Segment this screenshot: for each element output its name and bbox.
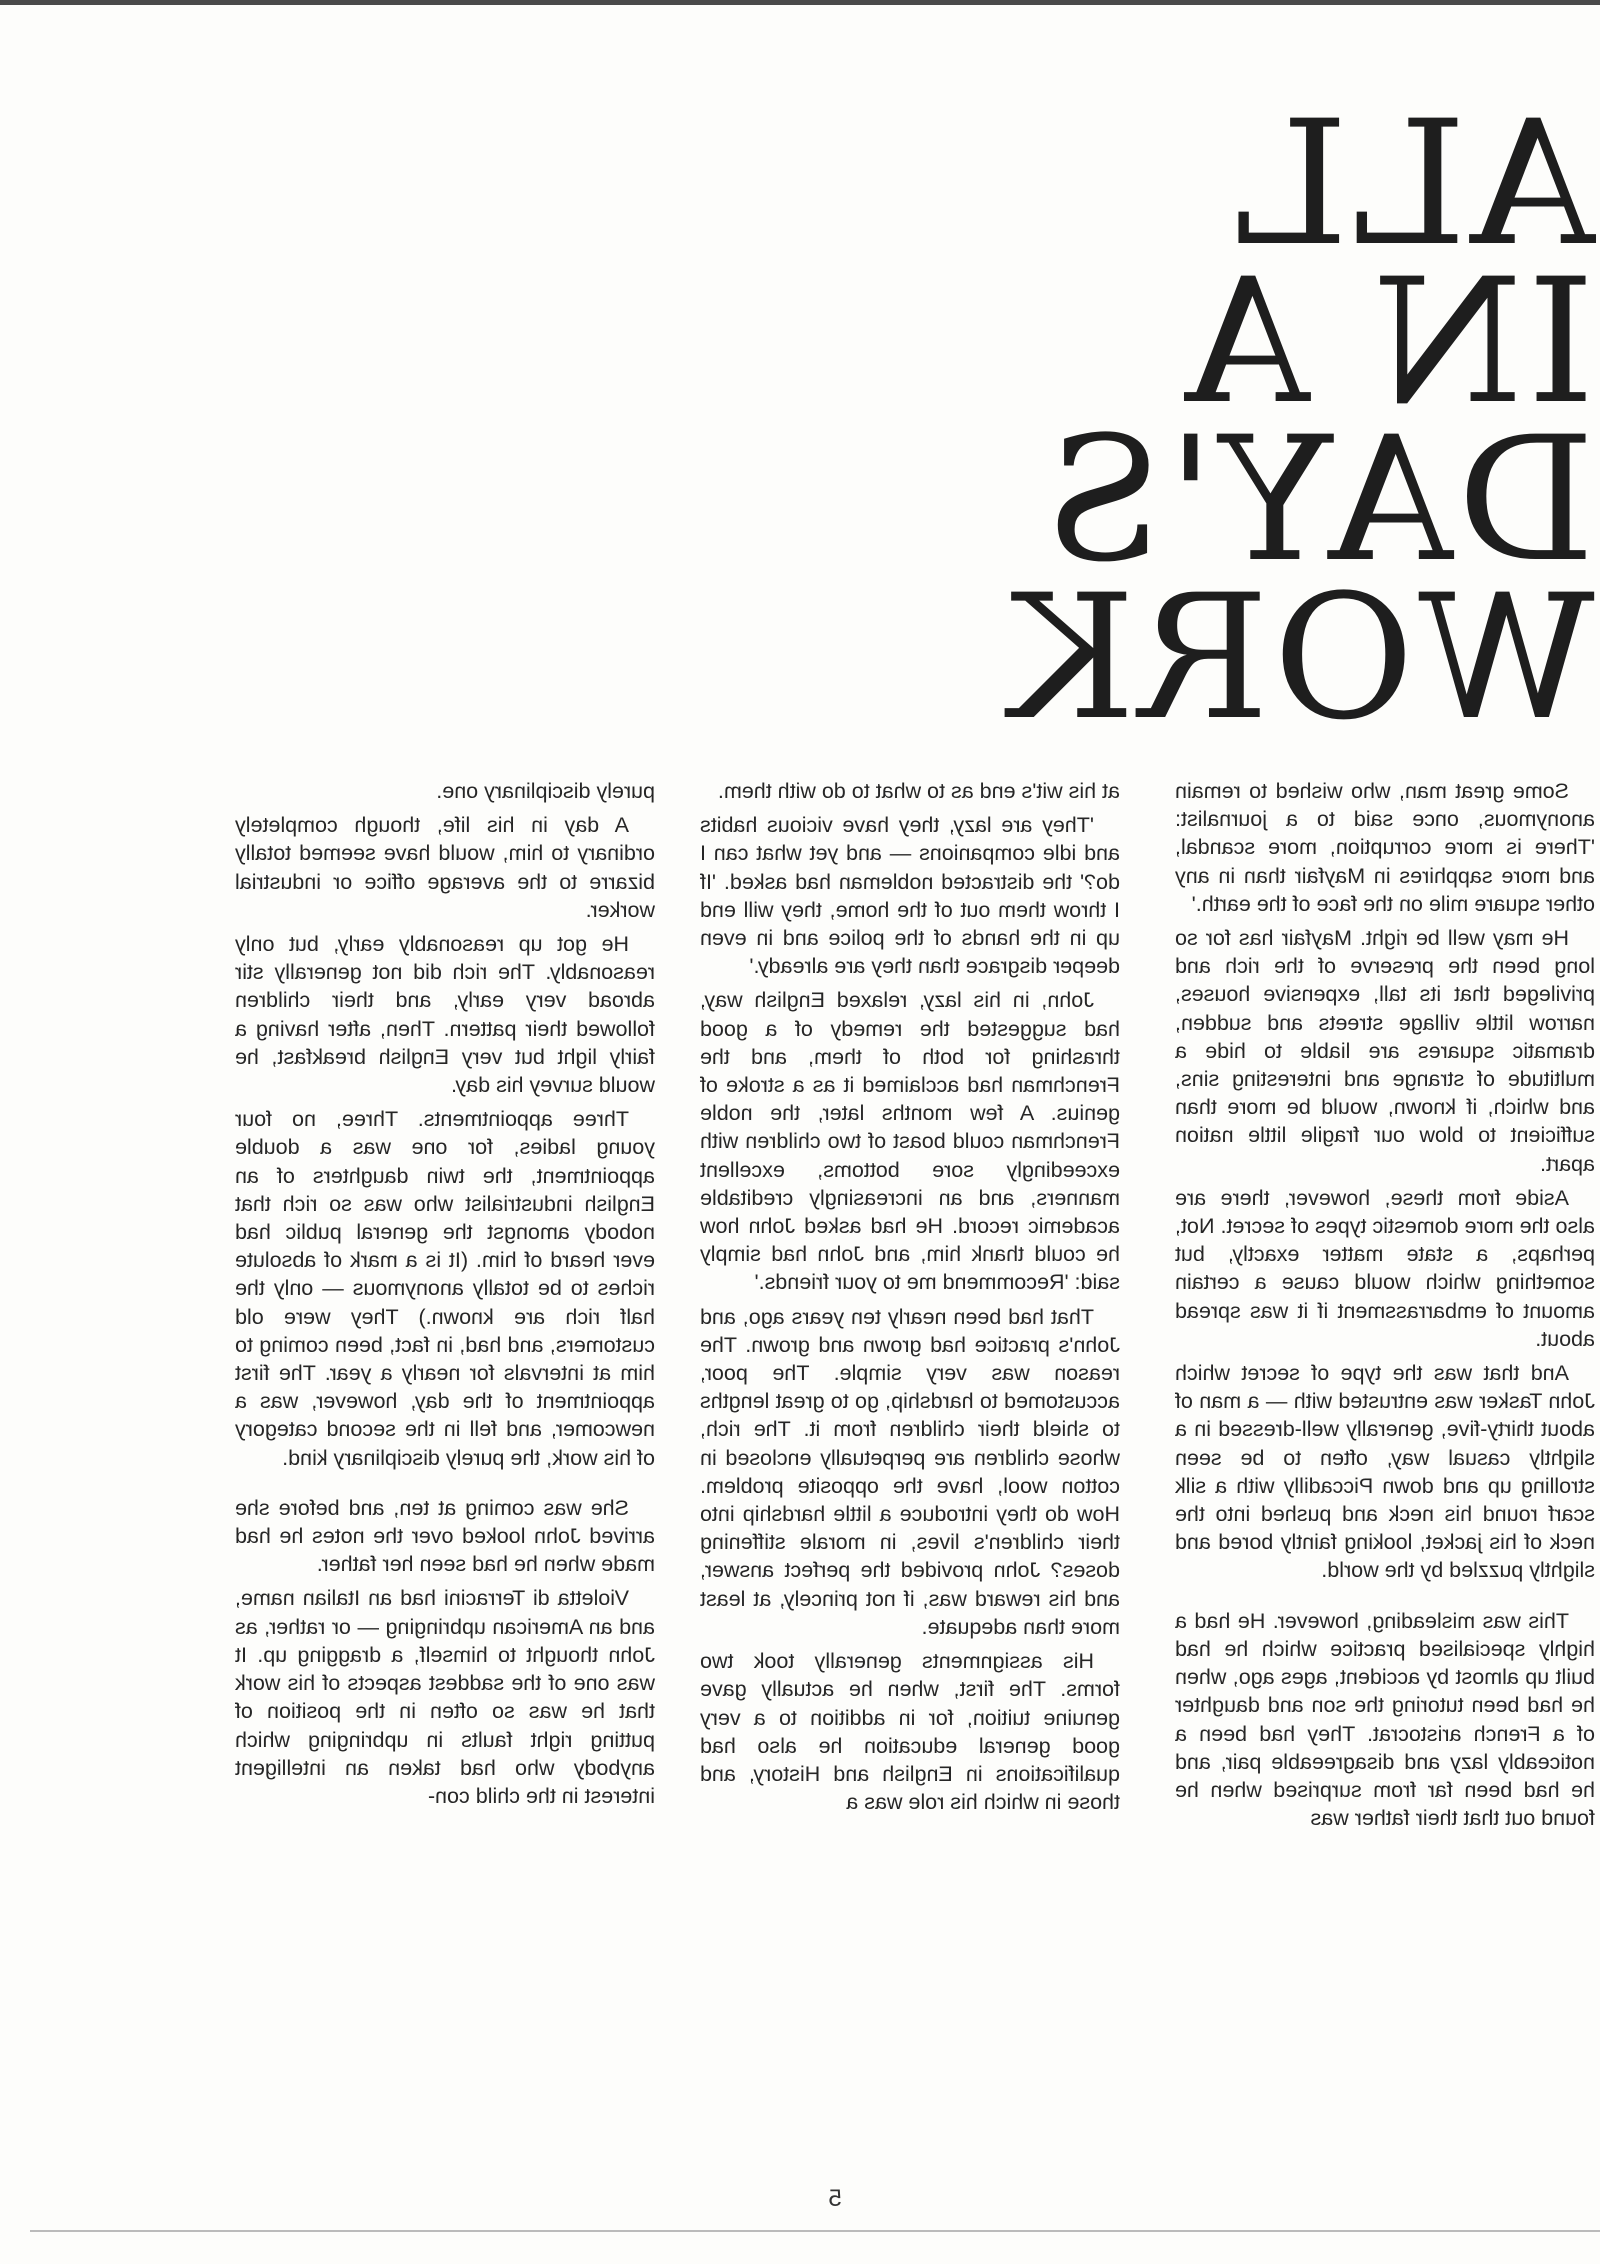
title-line: ALL bbox=[1230, 83, 1595, 284]
page-title bbox=[1003, 83, 1595, 758]
paragraph: Aside from these, however, there are also the more domestic types of secret. Not, perhaps, a state matter exactly, but something which would cause a certain amount of embarrassment if it was spread about. bbox=[1175, 1185, 1595, 1351]
text-column-1 bbox=[1175, 777, 1595, 1838]
paragraph: He got up reasonably early, but only reasonably. The rich did not generally stir abroad very early, and their children followed their pattern. Then, after having a fairly light but very English breakfast, he would survey his day. bbox=[235, 932, 655, 1098]
title-line: IN A bbox=[1181, 241, 1595, 442]
paragraph: purely disciplinary one. bbox=[436, 779, 655, 803]
title-line: DAY'S bbox=[1041, 399, 1595, 600]
paragraph: His assignments generally took two forms. The first, when he actually gave genuine tuition, for in addition to a very good general education he also had qualifications in English and History, and those in which his role was a bbox=[700, 1649, 1120, 1815]
bottom-rule bbox=[30, 2230, 1600, 2232]
paragraph: This was misleading, however. He had a highly specialised practice which he had built up almost by accident, ages ago, when he had been tutoring the son and daughter of a French aristocrat. They had been a noticeably lazy and disagreeable pair, and he had been far from surprised when he found out that their father was bbox=[1175, 1608, 1595, 1831]
paragraph: Some great man, who wished to remain anonymous, once said to a journalist: 'There is more corruption, more scandal, and more sapphires in Mayfair than in any other square mile on the face of the earth.' bbox=[1175, 779, 1595, 916]
paragraph: Violetta di Terracini had an Italian name, and an American upbringing — or rather, as John thought to himself, a dragging up. It was one of the saddest aspects of his work that he was so often in the position of putting right faults in upbringing which anybody who had taken an intelligent interest in the child con- bbox=[235, 1586, 655, 1808]
paragraph: He may well be right. Mayfair has for so long been the preserve of the rich and privileged that its tall, expensive houses, narrow little village streets and sudden, dramatic squares are liable to hide a multitude of strange and interesting sins, and which, if known, would be more than sufficient to blow our fragile little nation apart. bbox=[1175, 926, 1595, 1176]
paragraph: at his wit's end as to what to do with them. bbox=[717, 779, 1120, 803]
page-number: 5 bbox=[828, 2185, 842, 2212]
title-line: WORK bbox=[1003, 557, 1595, 758]
paragraph: She was coming at ten, and before she arrived John looked over the notes he had made when he had seen her father. bbox=[235, 1495, 655, 1577]
paragraph: 'They are lazy, they have vicious habits and idle companions — and yet what can I do?' the distracted nobleman had asked. 'If I throw them out of the home, they will end up in the hands of the police and in even deeper disgrace than they are already.' bbox=[700, 813, 1120, 979]
paragraph: And that was the type of secret which John Tasker was entrusted with — a man of about thirty-five, generally well-dressed in a slightly casual way, often to be seen strolling up and down Piccadilly with a silk scarf round his neck and pushed into the neck of his jacket, looking faintly bored and slightly puzzled by the world. bbox=[1175, 1361, 1595, 1583]
paragraph: A day in his life, though completely ordinary to him, would have seemed totally bizarre to the average office or industrial worker. bbox=[235, 813, 655, 922]
paragraph: That had been nearly ten years ago, and John's practice had grown and grown. The reason was very simple. The poor, accustomed to hardship, go to great lengths to shield their children from it. The rich, whose children are perpetually enclosed in cotton wool, have the opposite problem. How do they introduce a little hardship into their children's lives, in morale stiffening doses? John provided the perfect answer, and his reward was, if not princely, at least more than adequate. bbox=[700, 1304, 1120, 1639]
text-column-3 bbox=[235, 777, 655, 1816]
text-column-2 bbox=[700, 777, 1120, 1822]
paragraph: Three appointments. Three, no four young ladies, for one was a double appointment, the twin daughters of an English industrialist who was so rich that nobody amongst the general public had ever heard of him. (It is a mark of absolute riches to be totally anonymous — only the half rich are known.) They were old customers, and had, in fact, been coming to him at intervals for nearly a year. The first appointment of the day, however, was a newcomer, and fell in the second category of his work, the purely disciplinary kind. bbox=[235, 1107, 655, 1470]
paragraph: John, in his lazy, relaxed English way, had suggested the remedy of a good thrashing for both of them, and the Frenchman had acclaimed it as a stroke of genius. A few months later, the noble Frenchman could boast of two children with exceedingly sore bottoms, excellent manners, and an increasingly creditable academic record. He had asked John how he could thank him, and John had simply said: 'Recommend me to your friends.' bbox=[700, 988, 1120, 1295]
